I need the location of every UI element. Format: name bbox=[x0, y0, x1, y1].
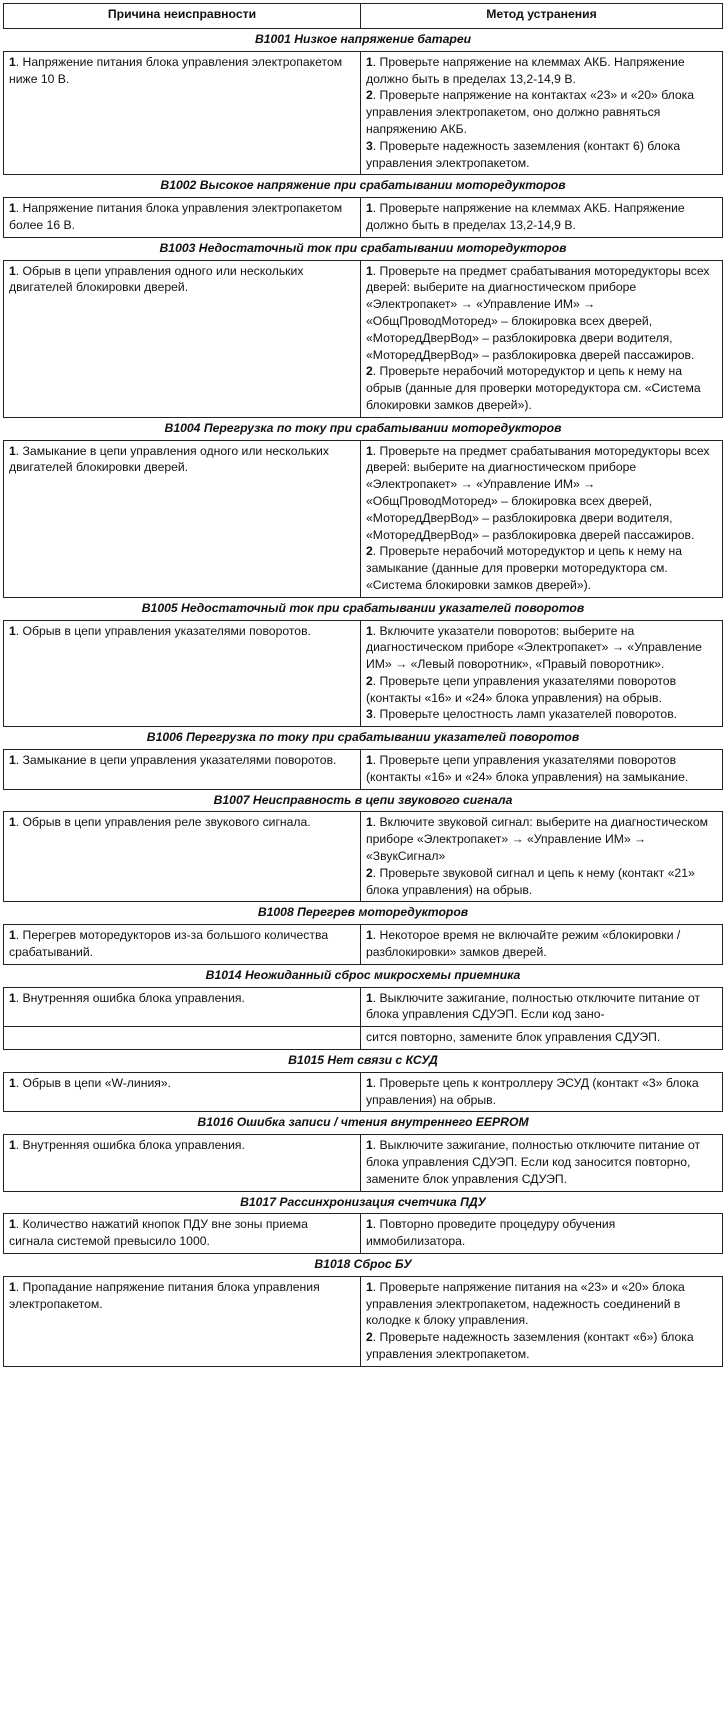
list-item bbox=[9, 814, 355, 831]
item-number: 2 bbox=[366, 1330, 373, 1345]
table-row bbox=[4, 1135, 723, 1191]
list-item bbox=[366, 1279, 717, 1329]
table-row bbox=[4, 1027, 723, 1050]
fault-code-table bbox=[3, 3, 723, 1367]
item-text: . Проверьте на предмет срабатывания моторедукторы всех дверей: выберите на диагностическом приборе «Электропакет» → «Управление ИМ» → «ОбщПроводМоторед» – блокировка всех дверей, «МоторедДверВод» – разблокировка двери водителя, «МоторедДверВод» – разблокировка дверей пассажиров. bbox=[366, 443, 710, 542]
fault-code-title: B1008 Перегрев моторедукторов bbox=[4, 902, 723, 925]
list-item bbox=[366, 814, 717, 864]
remedy-cell bbox=[361, 750, 723, 790]
item-number: 1 bbox=[366, 815, 373, 830]
item-text: . Включите звуковой сигнал: выберите на диагностическом приборе «Электропакет» → «Управление ИМ» → «ЗвукСигнал» bbox=[366, 815, 709, 864]
list-item bbox=[9, 263, 355, 297]
item-text: . Проверьте цепь к контроллеру ЭСУД (контакт «3» блока управления) на обрыв. bbox=[366, 1075, 699, 1107]
item-number: 1 bbox=[9, 443, 16, 458]
fault-code-title: B1006 Перегрузка по току при срабатывании указателей поворотов bbox=[4, 727, 723, 750]
table-row bbox=[4, 987, 723, 1027]
item-number: 1 bbox=[366, 928, 373, 943]
list-item bbox=[9, 752, 355, 769]
list-item bbox=[9, 990, 355, 1007]
fault-code-title: B1001 Низкое напряжение батареи bbox=[4, 29, 723, 52]
fault-code-title: B1007 Неисправность в цепи звукового сигнала bbox=[4, 789, 723, 812]
item-text: . Проверьте надежность заземления (контакт 6) блока управления электропакетом. bbox=[366, 138, 681, 170]
item-text: . Некоторое время не включайте режим «блокировки / разблокировки» замков дверей. bbox=[366, 928, 681, 960]
item-number: 1 bbox=[366, 443, 373, 458]
item-text: сится повторно, замените блок управления СДУЭП. bbox=[366, 1030, 661, 1045]
remedy-cell bbox=[361, 620, 723, 727]
section-title-row bbox=[4, 29, 723, 52]
cause-cell bbox=[4, 1135, 361, 1191]
list-item bbox=[366, 138, 717, 172]
list-item bbox=[9, 1137, 355, 1154]
section-title-row bbox=[4, 237, 723, 260]
item-text: . Выключите зажигание, полностью отключите питание от блока управления СДУЭП. Если код зано- bbox=[366, 990, 701, 1022]
item-number: 1 bbox=[366, 1279, 373, 1294]
item-text: . Замыкание в цепи управления указателями поворотов. bbox=[15, 753, 337, 768]
table-row bbox=[4, 1214, 723, 1254]
cause-cell bbox=[4, 51, 361, 175]
list-item bbox=[9, 1216, 355, 1250]
item-number: 1 bbox=[366, 623, 373, 638]
remedy-cell bbox=[361, 1072, 723, 1112]
remedy-cell bbox=[361, 440, 723, 597]
section-title-row bbox=[4, 1254, 723, 1277]
cause-cell bbox=[4, 620, 361, 727]
list-item bbox=[9, 54, 355, 88]
item-text: . Проверьте на предмет срабатывания моторедукторы всех дверей: выберите на диагностическом приборе «Электропакет» → «Управление ИМ» → «ОбщПроводМоторед» – блокировка всех дверей, «МоторедДверВод» – разблокировка двери водителя, «МоторедДверВод» – разблокировка дверей пассажиров. bbox=[366, 263, 710, 362]
section-title-row bbox=[4, 1112, 723, 1135]
list-item bbox=[9, 927, 355, 961]
fault-code-document bbox=[3, 3, 722, 1367]
item-text: . Проверьте нерабочий моторедуктор и цепь к нему на обрыв (данные для проверки моторедуктора см. «Система блокировки замков дверей»). bbox=[366, 364, 701, 412]
list-item bbox=[366, 927, 717, 961]
item-number: 1 bbox=[9, 928, 16, 943]
list-item bbox=[366, 1137, 717, 1187]
item-text: . Количество нажатий кнопок ПДУ вне зоны приема сигнала системой превысило 1000. bbox=[9, 1217, 308, 1249]
item-text: . Проверьте напряжение на клеммах АКБ. Напряжение должно быть в пределах 13,2-14,9 В. bbox=[366, 54, 685, 86]
item-number: 1 bbox=[366, 201, 373, 216]
item-text: . Напряжение питания блока управления электропакетом ниже 10 В. bbox=[9, 54, 343, 86]
section-title-row bbox=[4, 417, 723, 440]
list-item bbox=[366, 623, 717, 673]
item-text: . Проверьте напряжение на контактах «23» и «20» блока управления электропакетом, оно должно равняться напряжению АКБ. bbox=[366, 88, 695, 136]
fault-code-title: B1015 Нет связи с КСУД bbox=[4, 1050, 723, 1073]
cause-cell bbox=[4, 1276, 361, 1366]
list-item bbox=[366, 363, 717, 413]
item-text: . Выключите зажигание, полностью отключите питание от блока управления СДУЭП. Если код заносится повторно, замените блок управления СДУЭП. bbox=[366, 1138, 701, 1186]
fault-code-title: B1003 Недостаточный ток при срабатывании моторедукторов bbox=[4, 237, 723, 260]
table-row bbox=[4, 620, 723, 727]
list-item bbox=[366, 1329, 717, 1363]
item-number: 1 bbox=[9, 263, 16, 278]
item-text: . Проверьте напряжение на клеммах АКБ. Напряжение должно быть в пределах 13,2-14,9 В. bbox=[366, 201, 685, 232]
item-text: . Обрыв в цепи управления одного или нескольких двигателей блокировки дверей. bbox=[9, 263, 304, 295]
table-row bbox=[4, 198, 723, 238]
item-number: 1 bbox=[366, 990, 373, 1005]
remedy-cell bbox=[361, 1214, 723, 1254]
fault-code-title: B1016 Ошибка записи / чтения внутреннего EEPROM bbox=[4, 1112, 723, 1135]
table-row bbox=[4, 260, 723, 417]
cause-cell bbox=[4, 812, 361, 902]
item-number: 1 bbox=[366, 1217, 373, 1232]
item-text: . Проверьте звуковой сигнал и цепь к нему (контакт «21» блока управления) на обрыв. bbox=[366, 865, 695, 897]
item-text: . Включите указатели поворотов: выберите на диагностическом приборе «Электропакет» → «Управление ИМ» → «Левый поворотник», «Правый поворотник». bbox=[366, 623, 702, 672]
item-number: 2 bbox=[366, 364, 373, 379]
list-item bbox=[9, 1075, 355, 1092]
item-text: . Напряжение питания блока управления электропакетом более 16 В. bbox=[9, 201, 343, 232]
section-title-row bbox=[4, 964, 723, 987]
item-number: 2 bbox=[366, 865, 373, 880]
item-text: . Повторно проведите процедуру обучения иммобилизатора. bbox=[366, 1217, 616, 1249]
fault-code-title: B1005 Недостаточный ток при срабатывании указателей поворотов bbox=[4, 597, 723, 620]
item-text: . Проверьте цепи управления указателями поворотов (контакты «16» и «24» блока управления) на обрыв. bbox=[366, 673, 677, 705]
section-title-row bbox=[4, 1191, 723, 1214]
item-text: . Пропадание напряжение питания блока управления электропакетом. bbox=[9, 1279, 320, 1311]
item-text: . Проверьте целостность ламп указателей поворотов. bbox=[372, 707, 678, 722]
item-number: 1 bbox=[9, 815, 16, 830]
item-number: 2 bbox=[366, 544, 373, 559]
table-row bbox=[4, 1072, 723, 1112]
item-number: 2 bbox=[366, 88, 373, 103]
list-item bbox=[9, 443, 355, 477]
item-text: . Обрыв в цепи «W-линия». bbox=[15, 1075, 172, 1090]
fault-code-title: B1004 Перегрузка по току при срабатывании моторедукторов bbox=[4, 417, 723, 440]
item-number: 1 bbox=[366, 54, 373, 69]
item-number: 1 bbox=[366, 1138, 373, 1153]
list-item bbox=[366, 1216, 717, 1250]
item-text: . Проверьте нерабочий моторедуктор и цепь к нему на замыкание (данные для проверки моторедуктора см. «Система блокировки замков дверей»). bbox=[366, 544, 683, 592]
list-item bbox=[9, 1279, 355, 1313]
item-number: 1 bbox=[9, 623, 16, 638]
remedy-cell bbox=[361, 198, 723, 238]
table-row bbox=[4, 750, 723, 790]
list-item bbox=[366, 543, 717, 593]
table-row bbox=[4, 1276, 723, 1366]
table-row bbox=[4, 925, 723, 965]
cause-cell bbox=[4, 260, 361, 417]
cause-cell bbox=[4, 750, 361, 790]
table-row bbox=[4, 812, 723, 902]
item-number: 1 bbox=[9, 201, 16, 216]
list-item bbox=[366, 673, 717, 707]
list-item bbox=[366, 990, 717, 1024]
item-number: 1 bbox=[9, 1138, 16, 1153]
list-item bbox=[366, 200, 717, 234]
cause-cell bbox=[4, 925, 361, 965]
item-number: 1 bbox=[9, 1217, 16, 1232]
cause-cell bbox=[4, 1214, 361, 1254]
list-item bbox=[366, 54, 717, 88]
cause-cell bbox=[4, 987, 361, 1027]
item-text: . Обрыв в цепи управления указателями поворотов. bbox=[15, 623, 311, 638]
section-title-row bbox=[4, 902, 723, 925]
list-item bbox=[366, 706, 717, 723]
remedy-cell bbox=[361, 1135, 723, 1191]
list-item bbox=[366, 1029, 717, 1046]
header-remedy: Метод устранения bbox=[361, 4, 723, 29]
item-number: 1 bbox=[366, 1075, 373, 1090]
section-title-row bbox=[4, 597, 723, 620]
cause-cell bbox=[4, 198, 361, 238]
cause-cell bbox=[4, 1072, 361, 1112]
fault-code-title: B1002 Высокое напряжение при срабатывании моторедукторов bbox=[4, 175, 723, 198]
list-item bbox=[366, 1075, 717, 1109]
header-cause: Причина неисправности bbox=[4, 4, 361, 29]
section-title-row bbox=[4, 727, 723, 750]
list-item bbox=[366, 263, 717, 364]
item-number: 1 bbox=[9, 54, 16, 69]
item-text: . Перегрев моторедукторов из-за большого количества срабатываний. bbox=[9, 928, 329, 960]
list-item bbox=[9, 200, 355, 234]
cause-cell bbox=[4, 1027, 361, 1050]
item-text: . Обрыв в цепи управления реле звукового сигнала. bbox=[15, 815, 311, 830]
item-number: 1 bbox=[9, 1279, 16, 1294]
item-number: 1 bbox=[366, 753, 373, 768]
cause-cell bbox=[4, 440, 361, 597]
item-text: . Проверьте надежность заземления (контакт «6») блока управления электропакетом. bbox=[366, 1330, 694, 1361]
list-item bbox=[366, 87, 717, 137]
item-number: 1 bbox=[9, 753, 16, 768]
item-number: 1 bbox=[366, 263, 373, 278]
fault-code-title: B1014 Неожиданный сброс микросхемы приемника bbox=[4, 964, 723, 987]
list-item bbox=[9, 623, 355, 640]
table-row bbox=[4, 440, 723, 597]
section-title-row bbox=[4, 1050, 723, 1073]
table-row bbox=[4, 51, 723, 175]
list-item bbox=[366, 752, 717, 786]
item-text: . Проверьте цепи управления указателями поворотов (контакты «16» и «24» блока управления) на замыкание. bbox=[366, 753, 689, 784]
fault-code-title: B1018 Сброс БУ bbox=[4, 1254, 723, 1277]
remedy-cell bbox=[361, 260, 723, 417]
remedy-cell bbox=[361, 1276, 723, 1366]
item-number: 3 bbox=[366, 138, 373, 153]
remedy-cell bbox=[361, 1027, 723, 1050]
remedy-cell bbox=[361, 987, 723, 1027]
item-number: 2 bbox=[366, 673, 373, 688]
item-number: 1 bbox=[9, 1075, 16, 1090]
item-text: . Проверьте напряжение питания на «23» и «20» блока управления электропакетом, надежность соединений в колодке к блоку управления. bbox=[366, 1279, 685, 1328]
item-text: . Внутренняя ошибка блока управления. bbox=[15, 990, 245, 1005]
remedy-cell bbox=[361, 925, 723, 965]
list-item bbox=[366, 865, 717, 899]
section-title-row bbox=[4, 175, 723, 198]
item-number: 1 bbox=[9, 990, 16, 1005]
section-title-row bbox=[4, 789, 723, 812]
item-text: . Замыкание в цепи управления одного или нескольких двигателей блокировки дверей. bbox=[9, 443, 329, 475]
item-number: 3 bbox=[366, 707, 373, 722]
table-header-row bbox=[4, 4, 723, 29]
remedy-cell bbox=[361, 51, 723, 175]
list-item bbox=[366, 443, 717, 544]
item-text: . Внутренняя ошибка блока управления. bbox=[15, 1138, 245, 1153]
remedy-cell bbox=[361, 812, 723, 902]
fault-code-title: B1017 Рассинхронизация счетчика ПДУ bbox=[4, 1191, 723, 1214]
